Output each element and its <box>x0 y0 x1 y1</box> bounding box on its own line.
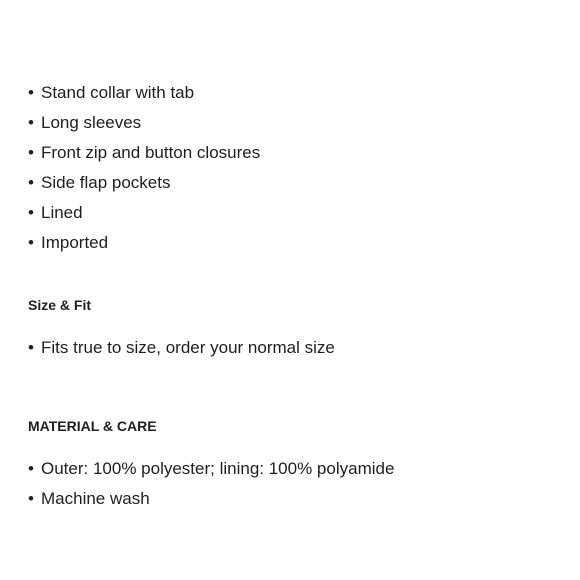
list-item-text: Fits true to size, order your normal size <box>41 338 335 357</box>
bullet: • <box>28 83 34 102</box>
features-list <box>28 78 568 258</box>
list-item <box>28 198 568 228</box>
list-item <box>28 454 568 484</box>
list-item-text: Machine wash <box>41 489 150 508</box>
bullet: • <box>28 338 34 357</box>
material-care-heading: MATERIAL & CARE <box>28 418 157 434</box>
list-item-text: Lined <box>41 203 83 222</box>
size-fit-list <box>28 333 568 363</box>
list-item-text: Imported <box>41 233 109 252</box>
list-item-text: Stand collar with tab <box>41 83 195 102</box>
list-item <box>28 138 568 168</box>
list-item <box>28 333 568 363</box>
bullet: • <box>28 113 34 132</box>
bullet: • <box>28 173 34 192</box>
material-care-list <box>28 454 568 514</box>
bullet: • <box>28 143 34 162</box>
list-item <box>28 108 568 138</box>
list-item <box>28 78 568 108</box>
list-item-text: Front zip and button closures <box>41 143 261 162</box>
size-fit-heading: Size & Fit <box>28 297 92 313</box>
list-item <box>28 228 568 258</box>
bullet: • <box>28 459 34 478</box>
list-item-text: Outer: 100% polyester; lining: 100% polyamide <box>41 459 395 478</box>
list-item-text: Side flap pockets <box>41 173 171 192</box>
list-item-text: Long sleeves <box>41 113 142 132</box>
bullet: • <box>28 233 34 252</box>
bullet: • <box>28 203 34 222</box>
list-item <box>28 484 568 514</box>
product-details <box>28 78 568 514</box>
list-item <box>28 168 568 198</box>
bullet: • <box>28 489 34 508</box>
